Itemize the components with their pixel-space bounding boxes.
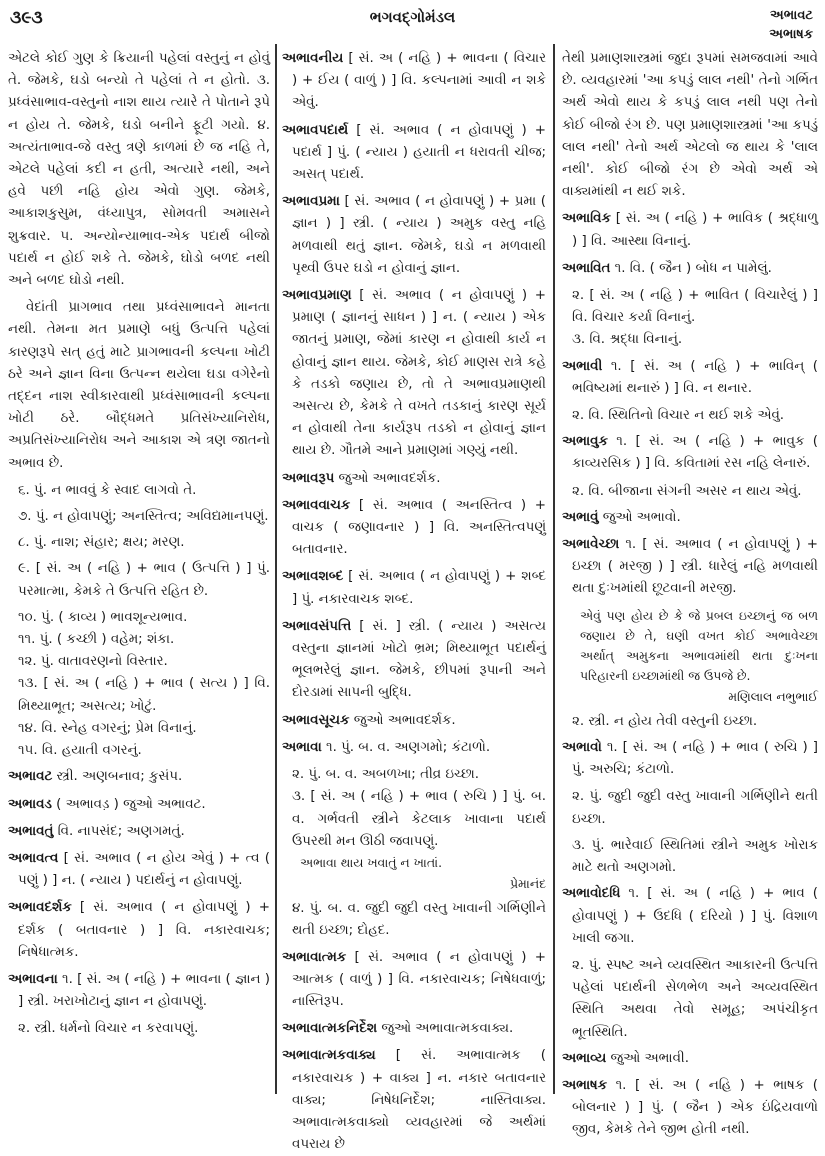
headword: અભાવડ [8,796,52,812]
column-2 [282,48,546,1153]
guide-words [769,6,813,44]
headword: અભાષક [562,1077,608,1093]
definition: જુઓ અભાવાત્મકવાક્ય. [377,1021,514,1037]
dictionary-entry [282,285,546,463]
definition: ૧. વિ. ( જૈન ) બોધ ન પામેલું. [610,260,772,276]
definition: [ સં. અભાવ ( ન હોવાપણું ) + પદાર્થ ] પું. ( ન્યાય ) હયાતી ન ધરાવતી ચીજ; અસત્ પદાર્થ. [292,122,546,183]
dictionary-entry [562,1048,818,1070]
definition: [ સં. અભાવ ( ન હોય એવું ) + ત્વ ( પણું ) ] ન. ( ન્યાય ) પદાર્થનું ન હોવાપણું. [18,850,270,889]
sense-definition: ૨. [ સં. અ ( નહિ ) + ભાવિત ( વિચારેલું ) ] વિ. વિચાર કર્યા વિનાનું. [572,288,818,326]
headword: અભાવોદધિ [562,886,621,902]
dictionary-entry [282,710,546,732]
headword: અભાવપ્રમા [282,194,340,210]
definition: [ સં. અ ( નહિ ) + ભાવિક ( શ્રદ્ધાળુ ) ] વિ. આસ્થા વિનાનું. [572,211,818,249]
definition: ૧. [ સં. અ ( નહિ ) + ભાવિન્ ( ભવિષ્યમાં થનારું ) ] વિ. ન થનાર. [572,358,818,396]
sense-definition: ૧૫. વિ. હયાતી વગરનું. [18,743,142,759]
column-1 [8,48,270,1093]
headword: અભાવપ્રમાણ [282,288,352,304]
definition: જુઓ અભાવદર્શક. [334,470,441,486]
page-number: ૩૯૩ [10,8,43,28]
column-divider [275,44,277,1094]
definition: [ સં. અભાવ ( અનસ્તિત્વ ) + વાચક ( જણાવનાર ) ] વિ. અનસ્તિત્વપણું બતાવનાર. [292,497,546,558]
dictionary-entry [562,1075,818,1142]
dictionary-entry [8,848,270,892]
dictionary-entry [282,566,546,610]
dictionary-entry [282,1018,546,1040]
definition: વિ. નાપસંદ; અણગમતું. [53,823,185,839]
definition: ૧. [ સં. અ ( નહિ ) + ભાવ ( રુચિ ) ] પું. અરુચિ; કંટાળો. [572,740,818,778]
sense-definition: ૧૩. [ સં. અ ( નહિ ) + ભાવ ( સત્ય ) ] વિ. મિથ્યાભૂત; અસત્ય; ખોટું. [18,676,270,714]
dictionary-entry [562,258,818,280]
sense-definition: ૬. પું. ન ભાવવું કે સ્વાદ લાગવો તે. [18,482,197,498]
headword: અભાવતું [8,823,54,839]
sense-definition: ૩. પું. ભારેવાઈ સ્થિતિમાં સ્ત્રીને અમુક ખોરાક માટે થતો અણગમો. [572,837,818,876]
sense-definition: ૧૪. વિ. સ્નેહ વગરનું; પ્રેમ વિનાનું. [18,720,197,736]
quotation-attribution: મણિલાલ નભુભાઈ [728,688,818,704]
paragraph: એટલે કોઈ ગુણ કે ક્રિયાની પહેલાં વસ્તુનું ન હોવું તે. જેમકે, ઘડો બન્યો તે પહેલાં તે ન હોતો. ૩. પ્રધ્વંસાભાવ-વસ્તુનો નાશ થાય ત્યારે તે પોતાને રૂપે ન હોય તે. જેમકે, ઘડો બનીને ફૂટી ગયો. ૪. અત્યંતાભાવ-જે વસ્તુ ત્રણે કાળમાં છે જ નહિ તે, એટલે પહેલાં કદી ન હતી, અત્યારે નથી, અને હવે પછી નહિ હોય એવો ગુણ. જેમકે, આકાશકુસુમ, વંધ્યાપુત્ર, સોમવતી અમાસને શુક્રવાર. ૫. અન્યોન્યાભાવ-એક પદાર્થ બીજો પદાર્થ ન હોઈ શકે તે. જેમકે, ઘોડો બળદ નથી અને બળદ ઘોડો નથી. [8,51,270,289]
paragraph: વેદાંતી પ્રાગભાવ તથા પ્રધ્વંસાભાવને માનતા નથી. તેમના મત પ્રમાણે બધું ઉત્પત્તિ પહેલાં કારણરૂપે સત્ હતું માટે પ્રાગભાવની કલ્પના ખોટી ઠરે અને જ્ઞાન વિના ઉત્પન્ન થયેલા ઘડા વગેરેનો તદ્દન નાશ સ્વીકારવાથી પ્રધ્વંસાભાવની કલ્પના ખોટી ઠરે. બૌદ્ધમતે પ્રતિસંખ્યાનિરોધ, અપ્રતિસંખ્યાનિરોધ અને આકાશ એ ત્રણ જાતનો અભાવ છે. [8,300,270,471]
sense-definition: ૧૨. પું. વાતાવરણનો વિસ્તાર. [18,654,168,670]
definition: [ સં. અભાવાત્મક ( નકારવાચક ) + વાક્ય ] ન. નકાર બતાવનાર વાક્ય; નિષેધનિર્દેશ; નાસ્તિવાક્ય. અભાવાત્મકવાક્યો વ્યવહારમાં જે અર્થમાં વપરાય છે [292,1048,546,1153]
headword: અભાવા [282,739,322,755]
headword: અભાવી [562,358,603,374]
sense-definition: ૭. પું. ન હોવાપણું; અનસ્તિત્વ; અવિદ્યમાનપણું. [18,509,269,525]
definition: ૧. [ સં. અ ( નહિ ) + ભાવુક ( કાવ્યરસિક ) ] વિ. કવિતામાં રસ નહિ લેનારું. [572,434,818,472]
definition: [ સં. અભાવ ( ન હોવાપણું ) + પ્રમાણ ( જ્ઞાનનું સાધન ) ] ન. ( ન્યાય ) એક જાતનું પ્રમાણ, જેમાં કારણ ન હોવાથી કાર્ય ન હોવાનું જ્ઞાન થાય. જેમકે, કોઈ માણસ રાત્રે કહે કે તડકો જણાય છે, તો તે અભાવપ્રમાણથી અસત્ય છે, કેમકે તે વખતે તડકાનું કારણ સૂર્ય ન હોવાથી તેના કાર્યરૂપ તડકો ન હોવાનું જ્ઞાન થાય છે. ગૌતમે આને પ્રમાણમાં ગણ્યું નથી. [292,288,546,459]
definition: ૧. [ સં. અ ( નહિ ) + ભાષક ( બોલનાર ) ] પું. ( જૈન ) એક ઇંદ્રિયવાળો જીવ, કેમકે તેને જીભ હોતી નથી. [572,1077,818,1138]
definition: જુઓ અભાવદર્શક. [349,712,456,728]
definition: [ સં. અભાવ ( ન હોવાપણું ) + દર્શક ( બતાવનાર ) ] વિ. નકારવાચક; નિષેધાત્મક. [18,900,270,960]
headword: અભાવિક [562,211,611,227]
headword: અભાવનીય [282,51,344,66]
headword: અભાવાત્મક [282,949,347,965]
definition: [ સં. અભાવ ( ન હોવાપણું ) + શબ્દ ] પું. નકારવાચક શબ્દ. [292,569,546,607]
headword: અભાવસૂચક [282,712,350,728]
dictionary-entry [562,431,818,475]
headword: અભાવરૂપ [282,470,335,486]
dictionary-entry [8,794,270,816]
dictionary-entry [282,495,546,562]
book-title: ભગવદ્ગોમંડલ [369,8,456,26]
headword: અભાવદર્શક [8,900,72,916]
sense-definition: ૨. પું. સ્પષ્ટ અને વ્યવસ્થિત આકારની ઉત્પત્તિ પહેલાં પદાર્થની સેળભેળ અને અવ્યવસ્થિત સ્થિતિ અથવા તેવો સમૂહ; અપંચીકૃત ભૂતસ્થિતિ. [572,957,818,1040]
quotation: એવું પણ હોય છે કે જે પ્રબલ ઇચ્છાનું જ બળ જણાય છે તે, ઘણી વખત કોઈ અભાવેચ્છા અર્થાત્ અમુકના અભાવમાંથી થતા દુઃખના પરિહારની ઇચ્છામાંથી જ ઉપજે છે. [580,607,818,683]
dictionary-entry [562,208,818,252]
definition: ૧. [ સં. અભાવ ( ન હોવાપણું ) + ઇચ્છા ( મરજી ) ] સ્ત્રી. ધારેલું નહિ મળવાથી થતા દુઃખમાંથી છૂટવાની મરજી. [572,537,818,597]
headword: અભાવો [562,740,602,756]
headword: અભાવેચ્છા [562,537,620,553]
dictionary-entry [282,48,546,115]
sense-definition: ૨. સ્ત્રી. ધર્મનો વિચાર ન કરવાપણું. [18,1021,199,1037]
dictionary-entry [562,737,818,781]
sense-definition: ૮. પું. નાશ; સંહાર; ક્ષય; મરણ. [18,535,185,551]
definition: [ સં. અભાવ ( ન હોવાપણું ) + આત્મક ( વાળું ) ] વિ. નકારવાચક; નિષેધવાળું; નાસ્તિરૂપ. [292,949,546,1009]
page-header [0,6,825,50]
headword: અભાવસંપત્તિ [282,618,352,634]
headword: અભાવ્ય [562,1050,607,1066]
dictionary-entry [282,1045,546,1156]
definition: ૧. [ સં. અ ( નહિ ) + ભાવ ( હોવાપણું ) + ઉદધિ ( દરિયો ) ] પું. વિશાળ ખાલી જગા. [572,886,818,946]
headword: અભાવપદાર્થ [282,122,349,138]
dictionary-entry [562,883,818,950]
dictionary-entry [282,947,546,1014]
dictionary-entry [282,191,546,280]
sense-definition: ૧૦. પું. ( કાવ્ય ) ભાવશૂન્યભાવ. [18,609,188,625]
dictionary-entry [562,534,818,601]
headword: અભાવિત [562,260,611,276]
headword: અભાવુક [562,434,608,450]
dictionary-entry [282,120,546,187]
column-3 [562,48,818,1138]
headword: અભાવાત્મકનિર્દેશ [282,1021,378,1037]
sense-definition: ૨. પું. બ. વ. અબળખા; તીવ્ર ઇચ્છા. [292,767,480,783]
dictionary-entry [8,969,270,1013]
dictionary-entry [282,616,546,705]
headword: અભાવાત્મકવાક્ય [282,1048,376,1064]
paragraph: તેથી પ્રમાણશાસ્ત્રમાં જુદા રૂપમાં સમજવામાં આવે છે. વ્યવહારમાં 'આ કપડું લાલ નથી' તેનો ગર્ભિત અર્થ એવો થાય કે કપડું લાલ નથી પણ તેનો કોઈ બીજો રંગ છે. પણ પ્રમાણશાસ્ત્રમાં 'આ કપડું લાલ નથી' તેનો અર્થ એટલો જ થાય કે 'લાલ નથી'. કોઈ બીજો રંગ છે એવો અર્થ એ વાક્યમાંથી ન થઈ શકે. [562,51,818,200]
headword: અભાવવાચક [282,497,351,513]
definition: [ સં. અ ( નહિ ) + ભાવના ( વિચાર ) + ઈય ( વાળું ) ] વિ. કલ્પનામાં આવી ન શકે એવું. [292,51,546,111]
quotation: અભાવા થાય ખવાતું ન ખાતાં. [300,854,443,870]
sense-definition: ૨. સ્ત્રી. ન હોય તેવી વસ્તુની ઇચ્છા. [572,713,758,729]
guide-word-first: અભાવટ [770,8,813,23]
dictionary-entry [8,821,270,843]
dictionary-entry [8,897,270,964]
headword: અભાવું [562,509,599,525]
sense-definition: ૩. વિ. શ્રદ્ધા વિનાનું. [572,332,683,348]
dictionary-entry [8,766,270,788]
dictionary-entry [562,356,818,400]
definition: જુઓ અભાવી. [606,1050,689,1066]
sense-definition: ૨. પું. જુદી જુદી વસ્તુ ખાવાની ગર્ભિણીને થતી ઇચ્છા. [572,789,818,827]
headword: અભાવત્વ [8,850,59,866]
sense-definition: ૨. વિ. બીજાના સંગની અસર ન થાય એવું. [572,483,802,499]
sense-definition: ૩. [ સં. અ ( નહિ ) + ભાવ ( રુચિ ) ] પું. બ. વ. ગર્ભવતી સ્ત્રીને કેટલાક ખાવાના પદાર્થ ઉપરથી મન ઊઠી જવાપણું. [292,789,546,849]
column-divider [553,44,555,1094]
definition: ૧. [ સં. અ ( નહિ ) + ભાવના ( જ્ઞાન ) ] સ્ત્રી. ખરાખોટાનું જ્ઞાન ન હોવાપણું. [18,971,270,1010]
headword: અભાવના [8,971,58,987]
definition: જુઓ અભાવો. [598,509,681,525]
definition: [ સં. ] સ્ત્રી. ( ન્યાય ) અસત્ય વસ્તુના જ્ઞાનમાં ખોટો ભ્રમ; મિથ્યાભૂત પદાર્થનું ભૂલભરેલું જ્ઞાન. જેમકે, છીપમાં રૂપાની અને દોરડામાં સાપની બુદ્ધિ. [292,618,546,701]
quotation-attribution: પ્રેમાનંદ [510,875,546,891]
dictionary-entry [562,507,818,529]
definition: [ સં. અભાવ ( ન હોવાપણું ) + પ્રમા ( જ્ઞાન ) ] સ્ત્રી. ( ન્યાય ) અમુક વસ્તુ નહિ મળવાથી થતું જ્ઞાન. જેમકે, ઘડો ન મળવાથી પૃથ્વી ઉપર ઘડો ન હોવાનું જ્ઞાન. [292,194,546,276]
sense-definition: ૪. પું. બ. વ. જુદી જુદી વસ્તુ ખાવાની ગર્ભિણીને થતી ઇચ્છા; દોહદ. [292,901,546,939]
definition: ( અભાવડ઼ ) જુઓ અભાવટ. [51,796,206,812]
dictionary-entry [282,468,546,490]
headword: અભાવટ [8,769,53,785]
headword: અભાવશબ્દ [282,569,344,585]
sense-definition: ૨. વિ. સ્થિતિનો વિચાર ન થઈ શકે એવું. [572,408,785,424]
guide-word-last: અભાષક [769,27,813,42]
sense-definition: ૧૧. પું. ( કચ્છી ) વહેમ; શંકા. [18,632,175,648]
sense-definition: ૯. [ સં. અ ( નહિ ) + ભાવ ( ઉત્પત્તિ ) ] પું. પરમાત્મા, કેમકે તે ઉત્પત્તિ રહિત છે. [18,561,270,599]
definition: ૧. પું. બ. વ. અણગમો; કંટાળો. [321,739,491,755]
dictionary-entry [282,737,546,759]
definition: સ્ત્રી. અણબનાવ; કુસંપ. [52,769,183,785]
